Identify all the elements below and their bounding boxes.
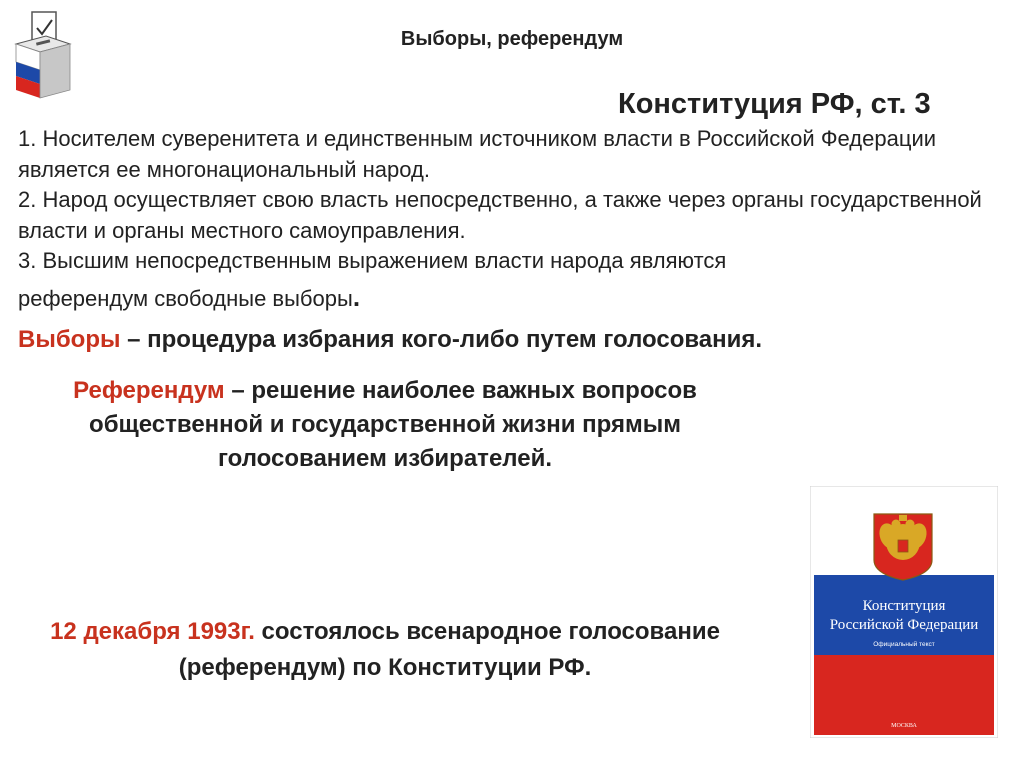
article-paragraph-1: 1. Носителем суверенитета и единственным источником власти в Российской Федерации является ее многонациональный народ.	[18, 126, 937, 182]
article-paragraph-3-continued	[18, 282, 1008, 315]
constitution-heading: Конституция РФ, ст. 3	[618, 88, 931, 120]
elections-definition	[18, 326, 762, 354]
coat-of-arms-icon	[874, 514, 932, 580]
constitution-book-image	[810, 486, 998, 738]
article-paragraph-2: 2. Народ осуществляет свою власть непосредственно, а также через органы государственной власти и органы местного самоуправления.	[18, 187, 982, 243]
elections-definition-text: – процедура избрания кого-либо путем голосования.	[120, 326, 763, 353]
referendum-date: 12 декабря 1993г.	[50, 618, 255, 645]
constitution-article-text	[18, 124, 1008, 314]
slide-title: Выборы, референдум	[400, 28, 624, 50]
referendum-definition-text: – решение наиболее важных вопросов общественной и государственной жизни прямым голосованием избирателей.	[89, 377, 697, 472]
book-title-line-1: Конституция	[862, 598, 946, 614]
book-title-line-2: Российской Федерации	[829, 617, 979, 633]
article-paragraph-3-end: .	[352, 281, 361, 312]
referendum-term: Референдум	[73, 377, 225, 404]
elections-term: Выборы	[18, 326, 121, 353]
referendum-definition	[40, 374, 730, 476]
referendum-date-text: состоялось всенародное голосование (референдум) по Конституции РФ.	[178, 618, 720, 681]
article-paragraph-3: 3. Высшим непосредственным выражением власти народа являются	[18, 248, 727, 273]
article-paragraph-3-continued-text: референдум свободные выборы	[18, 285, 353, 311]
book-subtitle: Официальный текст	[873, 641, 935, 648]
ballot-box-logo-icon	[12, 10, 74, 102]
referendum-date-note	[40, 614, 730, 686]
book-city: МОСКВА	[891, 723, 917, 729]
